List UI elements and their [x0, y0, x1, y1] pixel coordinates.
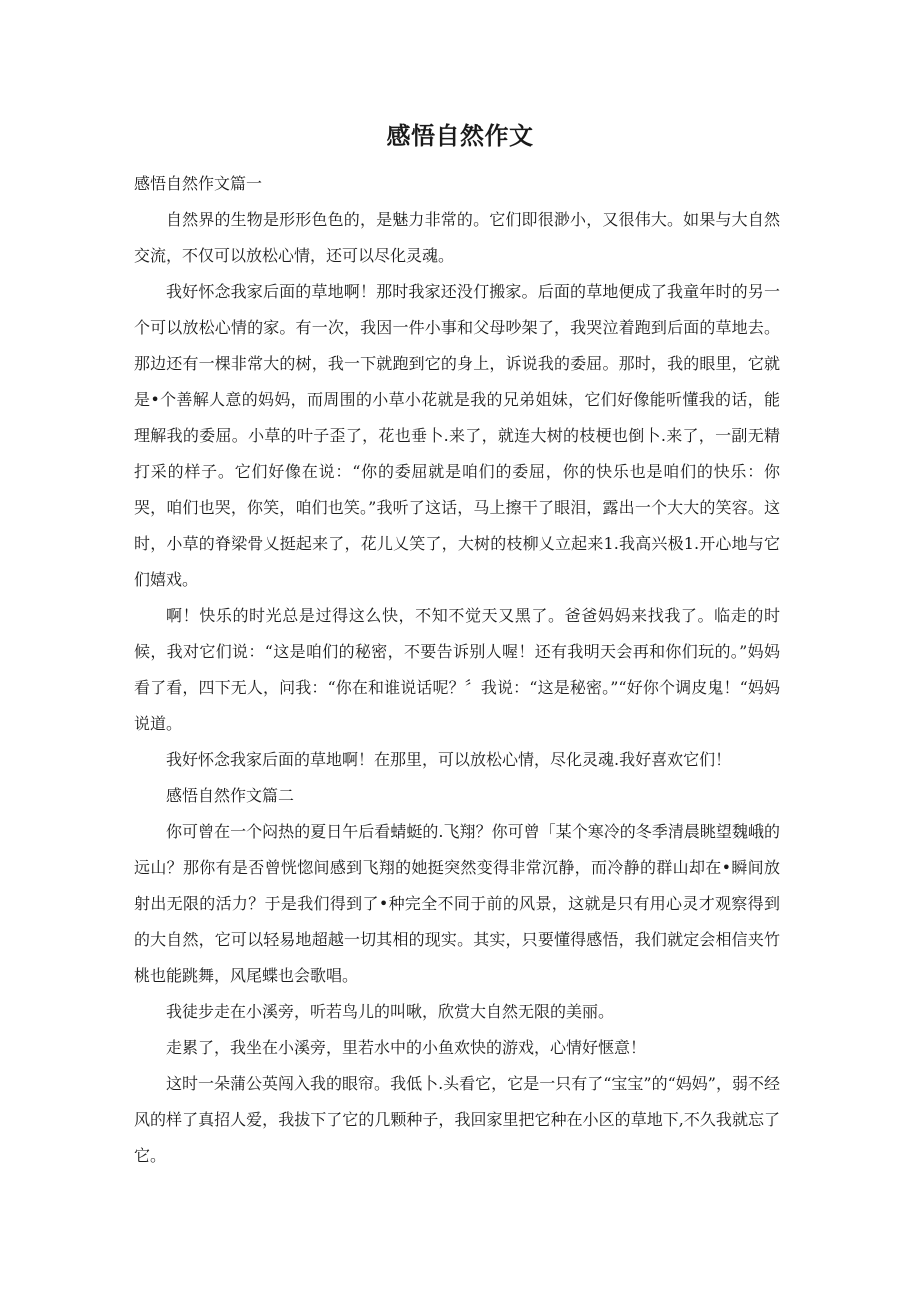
- paragraph: 我好怀念我家后面的草地啊！那时我家还没仃搬家。后面的草地便成了我童年时的另一个可以放松心情的家。有一次，我因一件小事和父母吵架了，我哭泣着跑到后面的草地去。那边还有一棵非常大的树，我一下就跑到它的身上，诉说我的委屈。那时，我的眼里，它就是•个善解人意的妈妈，而周围的小草小花就是我的兄弟姐妹，它们好像能听懂我的话，能理解我的委屈。小草的叶子歪了，花也垂卜.来了，就连大树的枝梗也倒卜.来了，一副无精打采的样子。它们好像在说：“你的委屈就是咱们的委屈，你的快乐也是咱们的快乐：你哭，咱们也哭，你笑，咱们也笑。”我听了这话，马上擦干了眼泪，露出一个大大的笑容。这时，小草的脊梁骨乂挺起来了，花儿乂笑了，大树的枝柳乂立起来1.我高兴极1.开心地与它们嬉戏。: [134, 282, 780, 589]
- paragraph: 啊！快乐的时光总是过得这么快，不知不觉天又黑了。爸爸妈妈来找我了。临走的时候，我对它们说：“这是咱们的秘密，不要告诉别人喔！还有我明天会再和你们玩的。”妈妈看了看，四下无人，问我：“你在和谁说话呢？〞我说：“这是秘密。”“好你个调皮鬼！“妈妈说道。: [134, 606, 780, 733]
- paragraph: 你可曾在一个闷热的夏日午后看蜻蜓的.飞翔？你可曾「某个寒冷的冬季清晨眺望魏峨的远山？那你有是否曾恍惚间感到飞翔的她挺突然变得非常沉静，而冷静的群山却在•瞬间放射出无限的活力？于是我们得到了•种完全不同于前的风景，这就是只有用心灵才观察得到的大自然，它可以轻易地超越一切其相的现实。其实，只要懂得感悟，我们就定会相信夹竹桃也能跳舞，风尾蝶也会歌唱。: [134, 822, 780, 985]
- paragraph: 走累了，我坐在小溪旁，里若水中的小鱼欢快的游戏，心情好惬意！: [166, 1038, 647, 1057]
- paragraph: 我好怀念我家后面的草地啊！在那里，可以放松心情，尽化灵魂.我好喜欢它们！: [166, 750, 732, 769]
- paragraph: 自然界的生物是形形色色的，是魅力非常的。它们即很渺小，又很伟大。如果与大自然交流，不仅可以放松心情，还可以尽化灵魂。: [134, 210, 780, 265]
- section-heading-1: 感悟自然作文篇一: [134, 174, 263, 193]
- document-body: [134, 166, 780, 1174]
- paragraph: 我徒步走在小溪旁，听若鸟儿的叫啾，欣赏大自然无限的美丽。: [166, 1002, 615, 1021]
- section-heading-2: 感悟自然作文篇二: [166, 786, 295, 805]
- paragraph: 这时一朵蒲公英闯入我的眼帘。我低卜.头看它，它是一只有了“宝宝”的“妈妈”，弱不经风的样了真招人爱，我拔下了它的几颗种子，我回家里把它种在小区的草地下,不久我就忘了它。: [134, 1074, 780, 1165]
- document-title: 感悟自然作文: [386, 122, 534, 150]
